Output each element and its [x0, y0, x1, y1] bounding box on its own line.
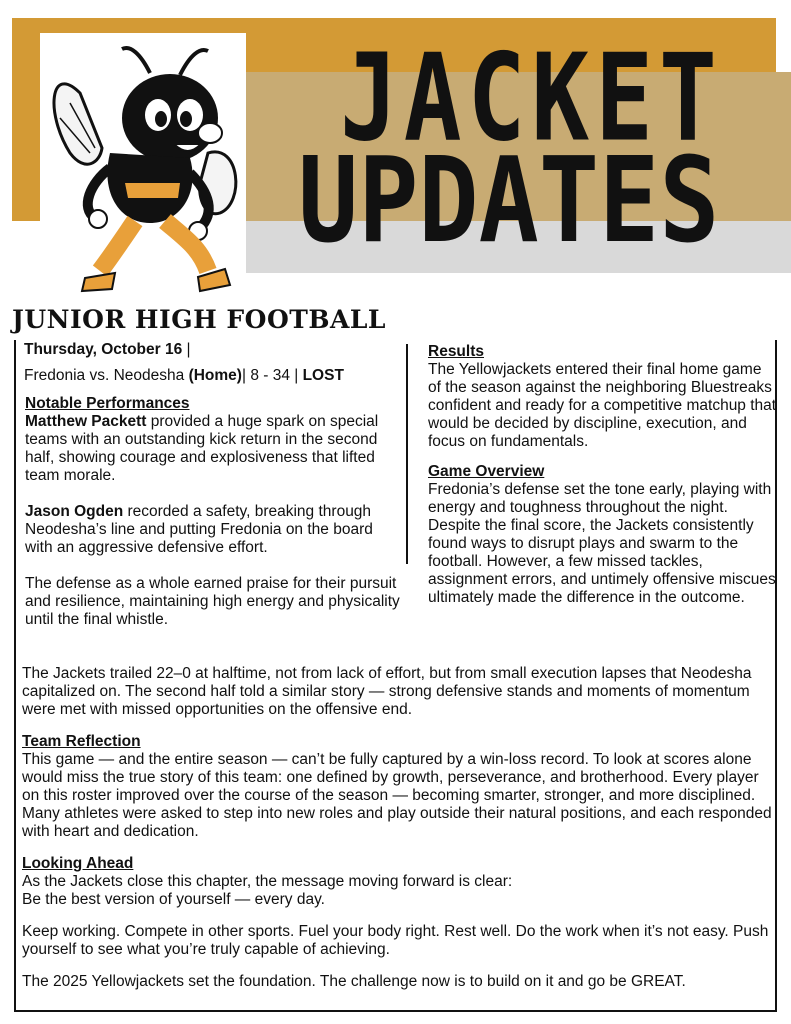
- overview-heading: Game Overview: [428, 463, 545, 480]
- banner-title-line-2: UPDATES: [298, 131, 720, 270]
- game-score-line: Fredonia vs. Neodesha (Home)| 8 - 34 | LOST: [24, 367, 344, 384]
- notable-heading: Notable Performances: [25, 395, 190, 412]
- results-text: The Yellowjackets entered their final home game of the season against the neighboring Bluestreaks confident and ready for a competitive matchup that would be decided by discipline, execution, and focus on fundamentals.: [428, 361, 777, 450]
- ahead-heading: Looking Ahead: [22, 855, 134, 872]
- player-name-ogden: Jason Ogden: [25, 503, 124, 520]
- notable-paragraph-2: [25, 503, 400, 557]
- section-title: JUNIOR HIGH FOOTBALL: [12, 305, 387, 334]
- notable-text-1: provided a huge spark on special teams with an outstanding kick return in the second half, showing courage and explosiveness that lifted team morale.: [25, 413, 379, 484]
- notable-paragraph-1: [25, 413, 400, 485]
- notable-paragraph-3: The defense as a whole earned praise for their pursuit and resilience, maintaining high energy and physicality until the final whistle.: [25, 575, 400, 628]
- yellowjacket-mascot-icon: [40, 33, 246, 300]
- game-score: 8 - 34: [250, 367, 290, 384]
- ahead-line-2: Be the best version of yourself — every day.: [22, 891, 325, 908]
- reflection-heading: Team Reflection: [22, 733, 141, 750]
- player-name-packett: Matthew Packett: [25, 413, 147, 430]
- ahead-line-1: As the Jackets close this chapter, the message moving forward is clear:: [22, 873, 513, 890]
- right-column: [428, 343, 778, 607]
- left-column: [24, 341, 400, 629]
- home-label: (Home): [188, 367, 242, 384]
- game-date-line: Thursday, October 16 |: [24, 341, 191, 358]
- banner-title-line-1: JACKET: [340, 28, 723, 168]
- results-heading: Results: [428, 343, 484, 360]
- halftime-paragraph: The Jackets trailed 22–0 at halftime, not from lack of effort, but from small execution lapses that Neodesha capitalized on. The second half told a similar story — strong defensive stands and moments of momentum were met with missed opportunities on the offensive end.: [22, 665, 752, 718]
- notable-text-2: recorded a safety, breaking through Neodesha’s line and putting Fredonia on the board with an aggressive defensive effort.: [25, 503, 373, 556]
- overview-text: Fredonia’s defense set the tone early, playing with energy and toughness throughout the night. Despite the final score, the Jackets consistently found ways to disrupt plays and swarm to the football. However, a few missed tackles, assignment errors, and untimely offensive miscues ultimately made the difference in the outcome.: [428, 481, 776, 606]
- reflection-text: This game — and the entire season — can’t be fully captured by a win-loss record. To look at scores alone would miss the true story of this team: one defined by growth, perseverance, and brotherhood. Every player on this roster improved over the course of the season — becoming smarter, stronger, and more disciplined. Many athletes were asked to step into new roles and play outside their natural positions, and each responded with heart and dedication.: [22, 751, 772, 840]
- column-divider: [406, 344, 408, 564]
- game-date: Thursday, October 16: [24, 341, 183, 358]
- game-matchup: Fredonia vs. Neodesha: [24, 367, 185, 384]
- full-width-section: [22, 665, 772, 991]
- ahead-paragraph-2: Keep working. Compete in other sports. Fuel your body right. Rest well. Do the work when it’s not easy. Push yourself to see what you’re truly capable of achieving.: [22, 923, 769, 958]
- ahead-paragraph-3: The 2025 Yellowjackets set the foundation. The challenge now is to build on it and go be GREAT.: [22, 973, 686, 990]
- game-result: LOST: [302, 367, 344, 384]
